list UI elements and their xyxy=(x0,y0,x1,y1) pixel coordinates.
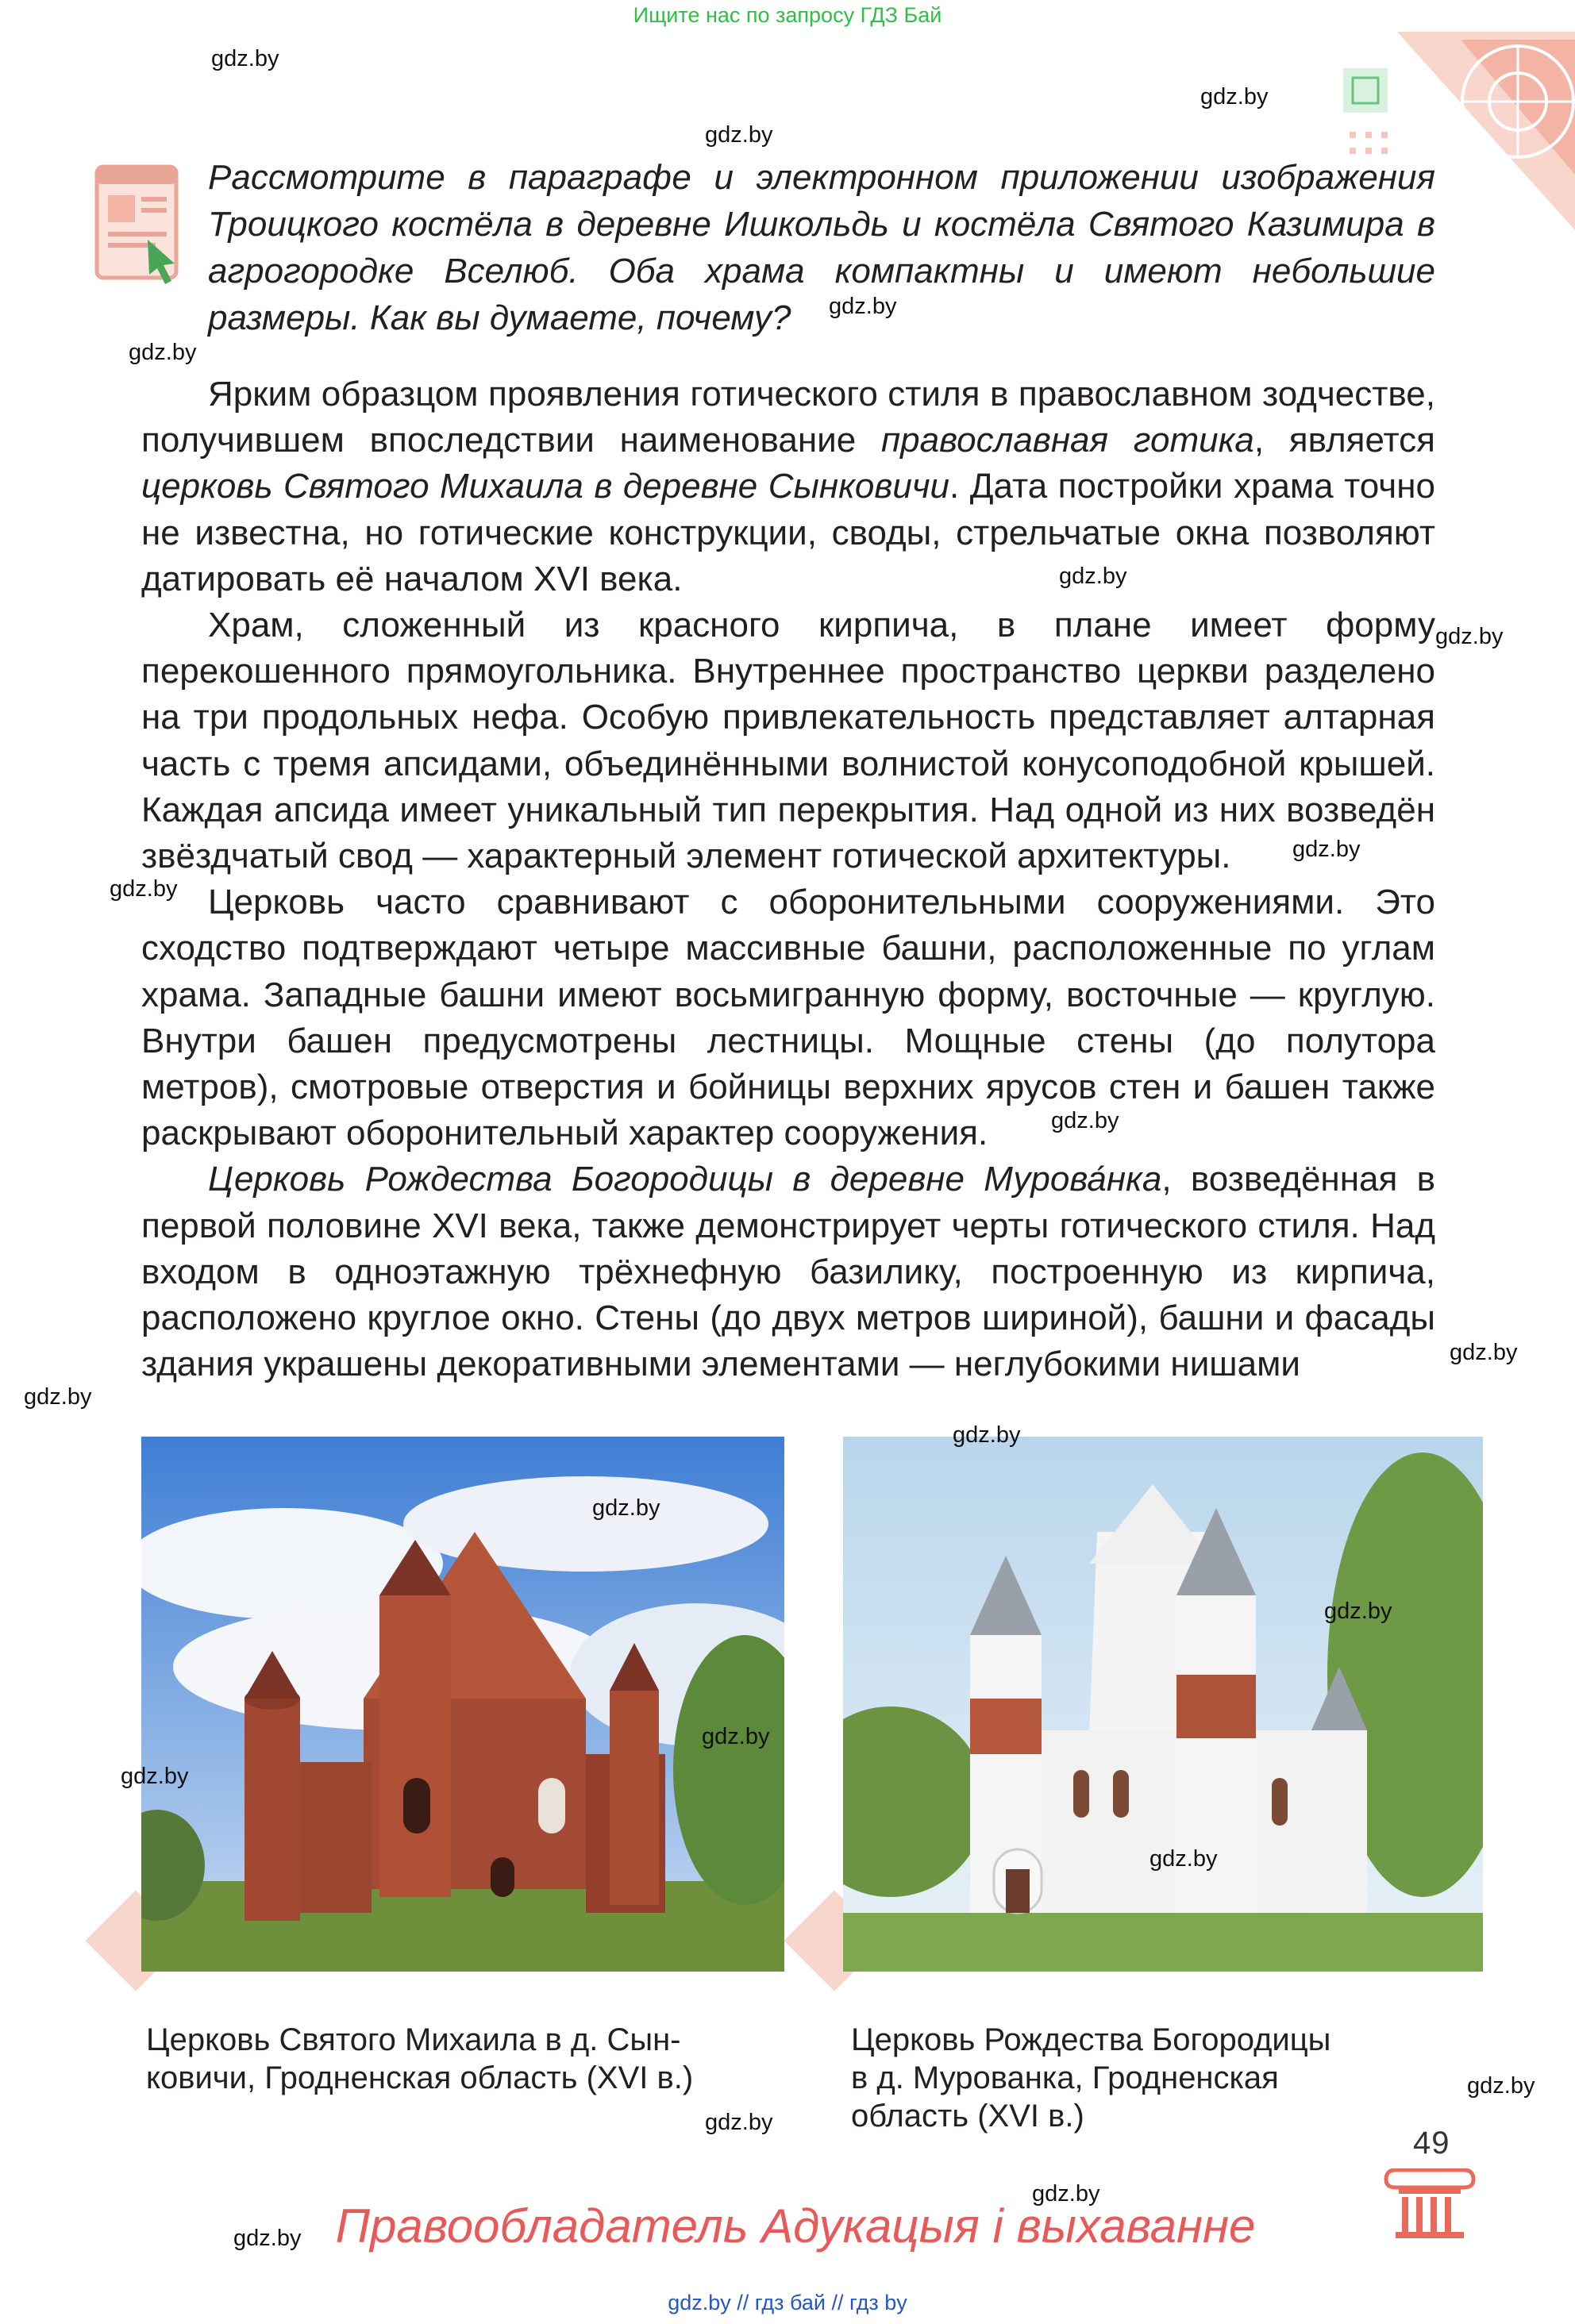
watermark: gdz.by xyxy=(1450,1340,1518,1365)
document-cursor-icon xyxy=(92,164,187,290)
watermark: gdz.by xyxy=(211,46,279,71)
watermark: gdz.by xyxy=(1467,2073,1535,2099)
watermark: gdz.by xyxy=(129,340,197,365)
paragraph-4: Церковь Рождества Богородицы в деревне Мурова́нка, возведённая в первой половине XVI века, также демонстрирует черты готического стиля. Над входом в одноэтажную трёхнефную базилику, построенную из кирпича, расположено круглое окно. Стены (до двух метров шириной), башни и фасады здания украшены декоративными элементами — неглубокими нишами xyxy=(141,1160,1435,1384)
watermark: gdz.by xyxy=(829,294,897,319)
caption-murovanka: Церковь Рождества Богородицы в д. Мурованка, Гродненская область (XVI в.) xyxy=(851,2022,1331,2134)
watermark: gdz.by xyxy=(592,1495,660,1521)
watermark: gdz.by xyxy=(233,2226,302,2251)
watermark: gdz.by xyxy=(1292,837,1361,862)
footer-links[interactable]: gdz.by // гдз бай // гдз by xyxy=(668,2291,907,2314)
term-orthodox-gothic: православная готика xyxy=(880,421,1254,460)
watermark: gdz.by xyxy=(24,1384,92,1410)
watermark: gdz.by xyxy=(1200,84,1269,110)
photo-murovanka-church xyxy=(843,1437,1483,1972)
copyright-notice: Правообладатель Адукацыя і выхаванне xyxy=(335,2199,1256,2253)
watermark: gdz.by xyxy=(702,1724,770,1749)
watermark: gdz.by xyxy=(953,1422,1021,1448)
watermark: gdz.by xyxy=(110,876,178,902)
watermark: gdz.by xyxy=(1032,2181,1100,2207)
paragraph-2: Храм, сложенный из красного кирпича, в плане имеет форму перекошенного прямоугольника. Внутреннее пространство церкви разделено на три продольных нефа. Особую привлекательность представляет алтарная часть с тремя апсидами, объединёнными волнистой конусоподобной крышей. Каждая апсида имеет уникальный тип перекрытия. Над одной из них возведён звёздчатый свод — характерный элемент готической архитектуры. xyxy=(141,606,1435,876)
watermark: gdz.by xyxy=(705,122,773,148)
watermark: gdz.by xyxy=(1435,624,1504,649)
watermark: gdz.by xyxy=(121,1764,189,1789)
watermark: gdz.by xyxy=(1149,1846,1218,1872)
main-text xyxy=(141,371,1435,1387)
watermark: gdz.by xyxy=(1051,1108,1119,1133)
page-number: 49 xyxy=(1413,2126,1450,2160)
term-nativity-church: Церковь Рождества Богородицы в деревне Мурова́нка xyxy=(208,1160,1162,1199)
task-question: Рассмотрите в параграфе и электронном приложении изображения Троицкого костёла в деревне Ишкольдь и костёла Святого Казимира в агрогородке Вселюб. Оба храма компактны и имеют небольшие размеры. Как вы думаете, почему? xyxy=(208,158,1435,337)
watermark: gdz.by xyxy=(1059,564,1127,589)
top-banner[interactable]: Ищите нас по запросу ГДЗ Бай xyxy=(633,3,942,27)
photo-synkovichi-church xyxy=(141,1437,784,1972)
watermark: gdz.by xyxy=(705,2110,773,2135)
term-st-michael-church: церковь Святого Михаила в деревне Сынковичи xyxy=(141,467,950,506)
caption-synkovichi: Церковь Святого Михаила в д. Сын- ковичи, Гродненская область (XVI в.) xyxy=(146,2022,694,2095)
watermark: gdz.by xyxy=(1324,1599,1392,1624)
paragraph-3: Церковь часто сравнивают с оборонительными сооружениями. Это сходство подтверждают четыре массивные башни, расположенные по углам храма. Западные башни имеют восьмигранную форму, восточные — круглую. Внутри башен предусмотрены лестницы. Мощные стены (до полутора метров), смотровые отверстия и бойницы верхних ярусов стен и башен также раскрывают оборонительный характер сооружения. xyxy=(141,883,1435,1153)
paragraph-1: Ярким образцом проявления готического стиля в православном зодчестве, получившем впоследствии наименование православная готика, является церковь Святого Михаила в деревне Сынковичи. Дата постройки храма точно не известна, но готические конструкции, своды, стрельчатые окна позволяют датировать её началом XVI века. xyxy=(141,375,1435,598)
